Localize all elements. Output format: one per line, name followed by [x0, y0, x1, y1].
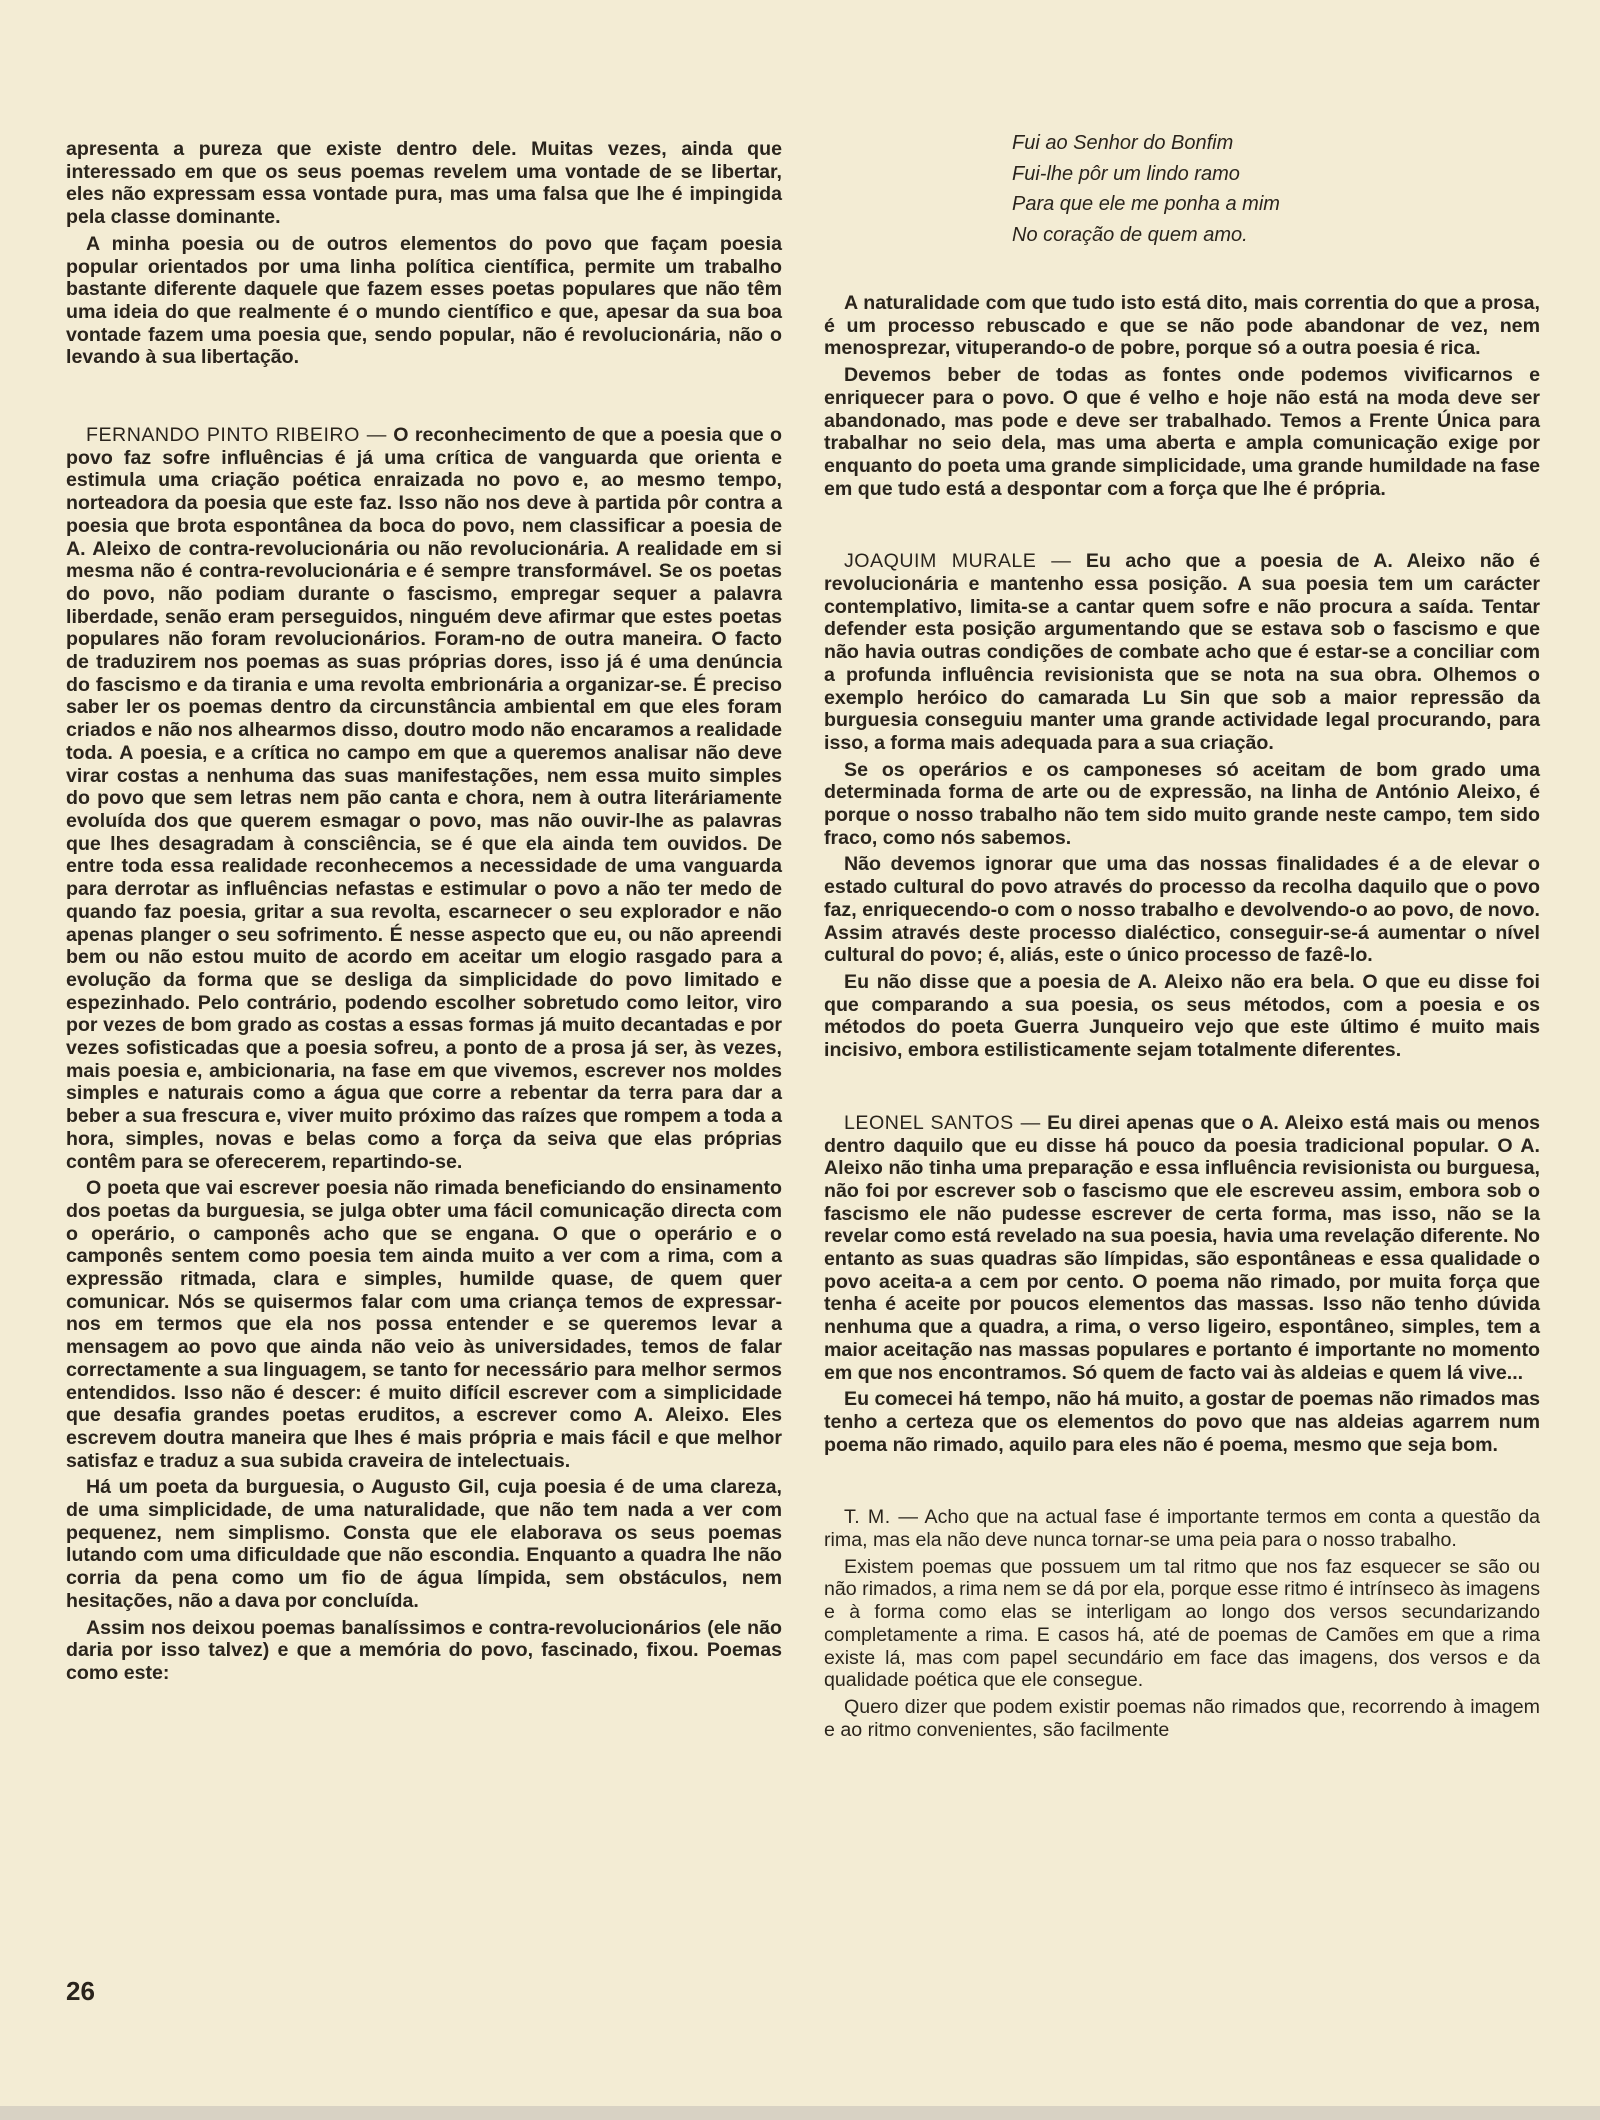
speaker-text: Acho que na actual fase é importante termos em conta a questão da rima, mas ela não deve nunca tornar-se uma peia para o nosso trabalho. [824, 1506, 1540, 1552]
speaker-name: LEONEL SANTOS — [844, 1111, 1041, 1134]
paragraph: Existem poemas que possuem um tal ritmo que nos faz esquecer se são ou não rimados, a rima nem se dá por ela, porque esse ritmo é intrínseco às imagens e à forma como elas se interligam ao longo dos versos secundarizando completamente a rima. E casos há, até de poemas de Camões em que a rima existe lá, mas com papel secundário em face das imagens, dos versos e da qualidade poética que ele consegue. [824, 1555, 1540, 1692]
paragraph: Há um poeta da burguesia, o Augusto Gil, cuja poesia é de uma clareza, de uma simplicidade, de uma naturalidade, que não tem nada a ver com pequenez, nem simplismo. Consta que ele elaborava os seus poemas lutando com uma dificuldade que não escondia. Enquanto a quadra lhe não corria da pena como um fio de água límpida, sem obstáculos, nem hesitações, não a dava por concluída. [66, 1476, 782, 1612]
poem-quatrain [1012, 128, 1540, 250]
page-number: 26 [66, 1976, 95, 2006]
paragraph: Eu não disse que a poesia de A. Aleixo não era bela. O que eu disse foi que comparando a sua poesia, os seus métodos, com a poesia e os métodos do poeta Guerra Junqueiro vejo que este último é muito mais incisivo, embora estilisticamente sejam totalmente diferentes. [824, 970, 1540, 1062]
right-column [824, 132, 1540, 1741]
speaker-paragraph [66, 424, 782, 1173]
speaker-text: Eu acho que a poesia de A. Aleixo não é revolucionária e mantenho essa posição. A sua poesia tem um carácter contemplativo, limita-se a cantar quem sofre e não procura a saída. Tentar defender esta posição argumentando que se estava sob o fascismo e que não havia outras condições de combate acho que é estar-se a conciliar com a profunda influência revisionista que se nota na sua obra. Olhemos o exemplo heróico do camarada Lu Sin que sob a maior repressão da burguesia conseguiu manter uma grande actividade legal procurando, para isso, a forma mais adequada para a sua criação. [824, 550, 1540, 754]
speaker-text: O reconhecimento de que a poesia que o povo faz sofre influências é já uma crítica de vanguarda que orienta e estimula uma criação poética enraizada no povo e, ao mesmo tempo, norteadora da poesia que este faz. Isso não nos deve à partida pôr contra a poesia que brota espontânea da boca do povo, nem classificar a poesia de A. Aleixo de contra-revolucionária ou não revolucionária. A realidade em si mesma não é contra-revolucionária e é sempre transformável. Se os poetas do povo, não podiam durante o fascismo, empregar sequer a palavra liberdade, senão eram perseguidos, ninguém deve afirmar que estes poetas populares não foram revolucionários. Foram-no de outra maneira. O facto de traduzirem nos poemas as suas próprias dores, isso já é uma denúncia do fascismo e da tirania e uma revolta embrionária a organizar-se. É preciso saber ler os poemas dentro da circunstância ambiental em que eles foram criados e não nos alhearmos disso, doutro modo não encaramos a realidade toda. A poesia, e a crítica no campo em que a queremos analisar não deve virar costas a nenhuma das suas manifestações, nem essa muito simples do povo que sem letras nem pão canta e chora, nem à outra literáriamente evoluída dos que querem esmagar o povo, mas não ouvir-lhe as palavras que lhes desagradam à consciência, se é que ela ainda tem ouvidos. De entre toda essa realidade reconhecemos a necessidade de uma vanguarda para derrotar as influências nefastas e estimular o povo a não ter medo de quando faz poesia, gritar a sua revolta, escarnecer o seu explorador e não apenas planger o seu sofrimento. É nesse aspecto que eu, ou não apreendi bem ou não estou muito de acordo em aceitar um elogio rasgado para a evolução da forma que se desliga da simplicidade do povo limitado e espezinhado. Pelo contrário, podendo escolher sobretudo como leitor, viro por vezes de bom grado as costas a essas formas já muito decantadas e por vezes sofisticadas que a poesia sofreu, a ponto de a prosa já ser, às vezes, mais poesia e, ambicionaria, na fase em que vivemos, escrever nos moldes simples e naturais como a água que corre a rebentar da terra para dar a beber a sua frescura e, viver muito próximo das raízes que rompem a toda a hora, simples, novas e belas como a força da seiva que elas próprias contêm para se oferecerem, repartindo-se. [66, 424, 783, 1173]
poem-line: Fui ao Senhor do Bonfim [1012, 132, 1234, 154]
left-column [66, 138, 782, 1685]
speaker-name: FERNANDO PINTO RIBEIRO — [86, 424, 387, 447]
poem-line: Para que ele me ponha a mim [1012, 193, 1280, 215]
paragraph: A naturalidade com que tudo isto está dito, mais correntia do que a prosa, é um processo rebuscado e que se não pode abandonar de vez, nem menosprezar, vituperando-o de pobre, porque só a outra poesia é rica. [824, 292, 1540, 360]
speaker-name: JOAQUIM MURALE — [844, 550, 1072, 573]
poem-line: Fui-lhe pôr um lindo ramo [1012, 162, 1240, 185]
paragraph: Devemos beber de todas as fontes onde podemos vivificarnos e enriquecer para o povo. O que é velho e hoje não está na moda deve ser abandonado, mas pode e deve ser trabalhado. Temos a Frente Única para trabalhar no seio dela, mas uma aberta e ampla comunicação exige por enquanto do poeta uma grande simplicidade, uma grande humildade na fase em que tudo está a despontar com a força que lhe é própria. [824, 364, 1540, 500]
poem-line: No coração de quem amo. [1012, 223, 1248, 246]
paragraph: Não devemos ignorar que uma das nossas finalidades é a de elevar o estado cultural do povo através do processo da recolha daquilo que o povo faz, enriquecendo-o com o nosso trabalho e devolvendo-o ao povo, de novo. Assim através deste processo dialéctico, conseguir-se-á aumentar o nível cultural do povo; é, aliás, este o único processo de fazê-lo. [824, 853, 1540, 967]
paragraph: apresenta a pureza que existe dentro dele. Muitas vezes, ainda que interessado em que os seus poemas revelem uma vontade de se libertar, eles não expressam essa vontade pura, mas uma falsa que lhe é impingida pela classe dominante. [66, 138, 782, 229]
paragraph: O poeta que vai escrever poesia não rimada beneficiando do ensinamento dos poetas da burguesia, se julga obter uma fácil comunicação directa com o operário, o camponês acho que se engana. O que o operário e o camponês sentem como poesia tem ainda muito a ver com a rima, com a expressão ritmada, clara e simples, humilde quase, de quem quer comunicar. Nós se quisermos falar com uma criança temos de expressar-nos em termos que ela nos possa entender e se queremos levar a mensagem ao povo que ainda não veio às universidades, temos de falar correctamente a sua linguagem, se tanto for necessário para melhor sermos entendidos. Isso não é descer: é muito difícil escrever com a simplicidade que desafia grandes poetas eruditos, a escrever como A. Aleixo. Eles escrevem doutra maneira que lhes é mais própria e mais fácil e que melhor satisfaz e traduz a sua subida craveira de intelectuais. [66, 1177, 782, 1472]
speaker-paragraph [824, 550, 1540, 754]
paragraph: Assim nos deixou poemas banalíssimos e contra-revolucionários (ele não daria por isso talvez) e que a memória do povo, fascinado, fixou. Poemas como este: [66, 1616, 782, 1684]
paragraph: Quero dizer que podem existir poemas não rimados que, recorrendo à imagem e ao ritmo convenientes, são facilmente [824, 1695, 1540, 1741]
speaker-paragraph [824, 1506, 1540, 1551]
speaker-text: Eu direi apenas que o A. Aleixo está mais ou menos dentro daquilo que eu disse há pouco da poesia tradicional popular. O A. Aleixo não tinha uma preparação e essa influência revisionista ou burguesa, não foi por escrever sob o fascismo que ele escreveu assim, embora sob o fascismo ele não pudesse escrever de certa forma, mas isso, não se Ia revelar como está revelado na sua poesia, havia uma revelação diferente. No entanto as suas quadras são límpidas, são espontâneas e essa qualidade o povo aceita-a a cem por cento. O poema não rimado, por muita força que tenha é aceite por poucos elementos das massas. Isso não tenho dúvida nenhuma que a quadra, a rima, o verso ligeiro, espontâneo, simples, tem a maior aceitação nas massas populares e portanto é importante no momento em que nos encontramos. Só quem de facto vai às aldeias e quem lá vive... [824, 1111, 1540, 1384]
speaker-name: T. M. — [844, 1506, 919, 1529]
page-edge [0, 2106, 1600, 2120]
paragraph: Eu comecei há tempo, não há muito, a gostar de poemas não rimados mas tenho a certeza que os elementos do povo que nas aldeias agarrem num poema não rimado, aquilo para eles não é poema, mesmo que seja bom. [824, 1388, 1540, 1456]
paragraph: A minha poesia ou de outros elementos do povo que façam poesia popular orientados por uma linha política científica, permite um trabalho bastante diferente daquele que fazem esses poetas populares que não têm uma ideia do que realmente é o mundo científico e que, apesar da sua boa vontade fazem uma poesia que, sendo popular, não é revolucionária, não o levando à sua libertação. [66, 232, 782, 369]
paragraph: Se os operários e os camponeses só aceitam de bom grado uma determinada forma de arte ou de expressão, na linha de António Aleixo, é porque o nosso trabalho não tem sido muito grande neste campo, tem sido fraco, como nós sabemos. [824, 758, 1540, 849]
speaker-paragraph [824, 1112, 1540, 1384]
